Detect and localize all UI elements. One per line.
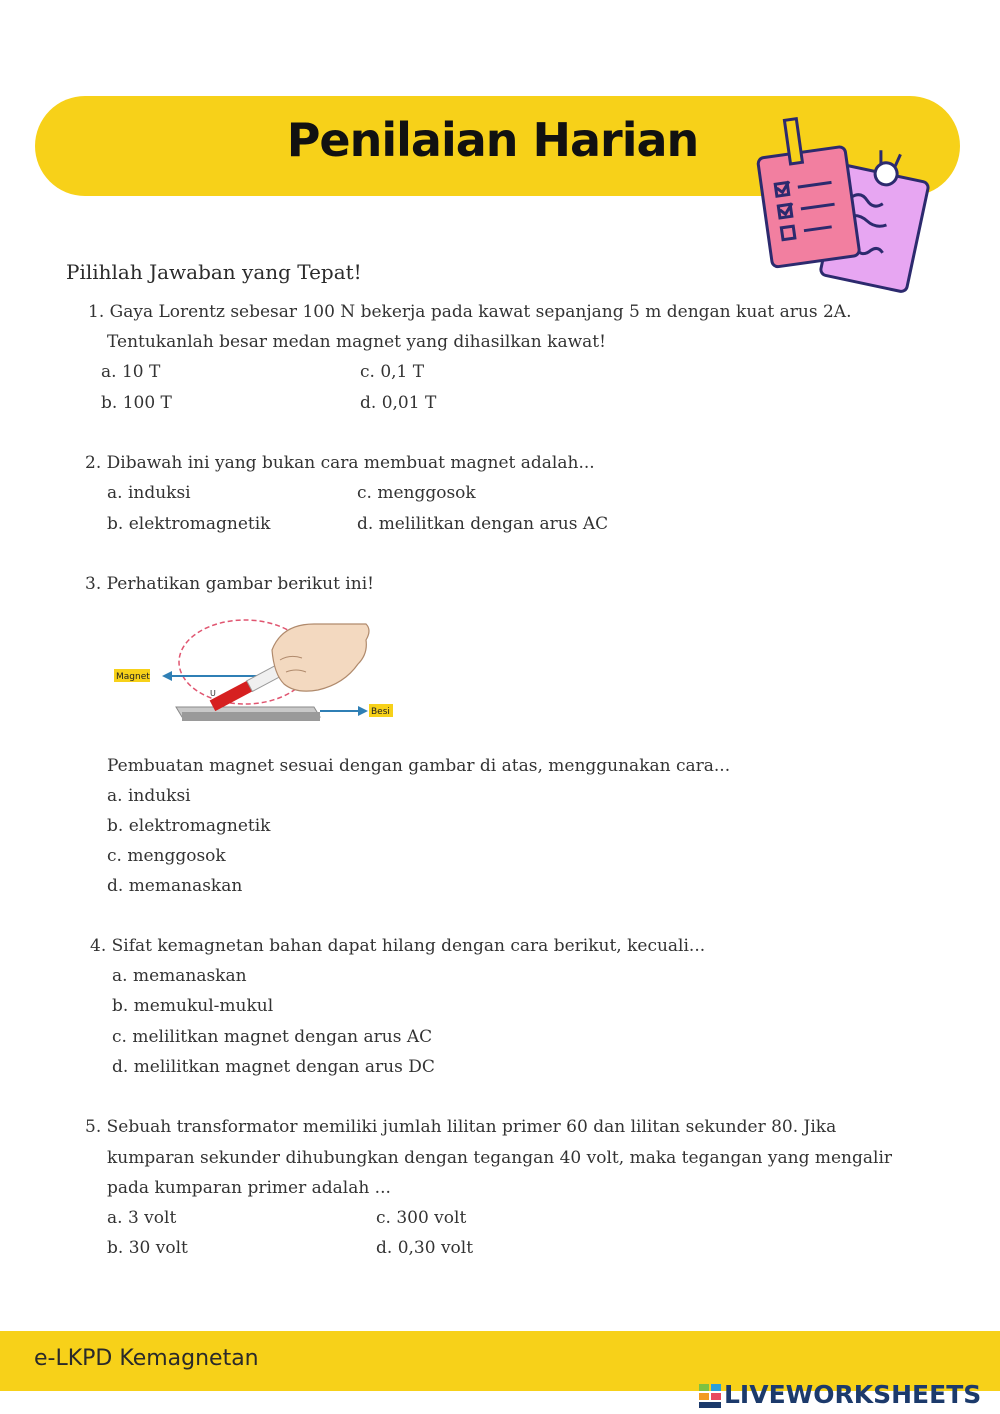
- q1-option-b[interactable]: b. 100 T: [101, 393, 172, 413]
- q3-option-b[interactable]: b. elektromagnetik: [107, 816, 271, 836]
- q2-option-a[interactable]: a. induksi: [107, 483, 191, 503]
- q5-option-c[interactable]: c. 300 volt: [376, 1208, 467, 1228]
- q5-option-d[interactable]: d. 0,30 volt: [376, 1238, 474, 1258]
- q4-option-a[interactable]: a. memanaskan: [112, 966, 247, 986]
- question-5-text: 5. Sebuah transformator memiliki jumlah lilitan primer 60 dan lilitan sekunder 80. Jika: [85, 1117, 837, 1137]
- question-1-text-cont: Tentukanlah besar medan magnet yang dihasilkan kawat!: [107, 332, 606, 352]
- q4-option-c[interactable]: c. melilitkan magnet dengan arus AC: [112, 1027, 433, 1047]
- instruction-text: Pilihlah Jawaban yang Tepat!: [66, 260, 362, 284]
- magnet-label: Magnet: [116, 672, 150, 682]
- iron-arrow-head: [358, 706, 368, 716]
- question-3-text: 3. Perhatikan gambar berikut ini!: [85, 574, 374, 594]
- q2-option-c[interactable]: c. menggosok: [357, 483, 476, 503]
- q3-option-c[interactable]: c. menggosok: [107, 846, 226, 866]
- magnet-arrow-head: [162, 671, 172, 681]
- page-title: Penilaian Harian: [286, 113, 699, 167]
- question-5-text-cont-2: pada kumparan primer adalah ...: [107, 1178, 391, 1198]
- checklist-notes-icon: [752, 112, 932, 302]
- iron-bar-side: [182, 712, 320, 721]
- question-1-text: 1. Gaya Lorentz sebesar 100 N bekerja pada kawat sepanjang 5 m dengan kuat arus 2A.: [88, 302, 852, 322]
- q4-option-b[interactable]: b. memukul-mukul: [112, 996, 274, 1016]
- q4-option-d[interactable]: d. melilitkan magnet dengan arus DC: [112, 1057, 435, 1077]
- liveworksheets-brand[interactable]: LIVEWORKSHEETS: [724, 1380, 982, 1409]
- q1-option-d[interactable]: d. 0,01 T: [360, 393, 437, 413]
- question-4-text: 4. Sifat kemagnetan bahan dapat hilang dengan cara berikut, kecuali...: [90, 936, 706, 956]
- q1-option-c[interactable]: c. 0,1 T: [360, 362, 425, 382]
- q5-option-b[interactable]: b. 30 volt: [107, 1238, 188, 1258]
- q2-option-d[interactable]: d. melilitkan dengan arus AC: [357, 514, 609, 534]
- q1-option-a[interactable]: a. 10 T: [101, 362, 161, 382]
- q2-option-b[interactable]: b. elektromagnetik: [107, 514, 271, 534]
- footer-label: e-LKPD Kemagnetan: [34, 1346, 259, 1371]
- q3-option-a[interactable]: a. induksi: [107, 786, 191, 806]
- magnet-rubbing-figure: [110, 612, 410, 732]
- q5-option-a[interactable]: a. 3 volt: [107, 1208, 177, 1228]
- question-5-text-cont-1: kumparan sekunder dihubungkan dengan tegangan 40 volt, maka tegangan yang mengalir: [107, 1148, 893, 1168]
- question-2-text: 2. Dibawah ini yang bukan cara membuat magnet adalah...: [85, 453, 595, 473]
- iron-label: Besi: [371, 707, 390, 717]
- q3-option-d[interactable]: d. memanaskan: [107, 876, 243, 896]
- liveworksheets-logo-icon: [699, 1384, 721, 1408]
- question-3-prompt: Pembuatan magnet sesuai dengan gambar di atas, menggunakan cara...: [107, 756, 731, 776]
- pole-label: U: [210, 689, 216, 698]
